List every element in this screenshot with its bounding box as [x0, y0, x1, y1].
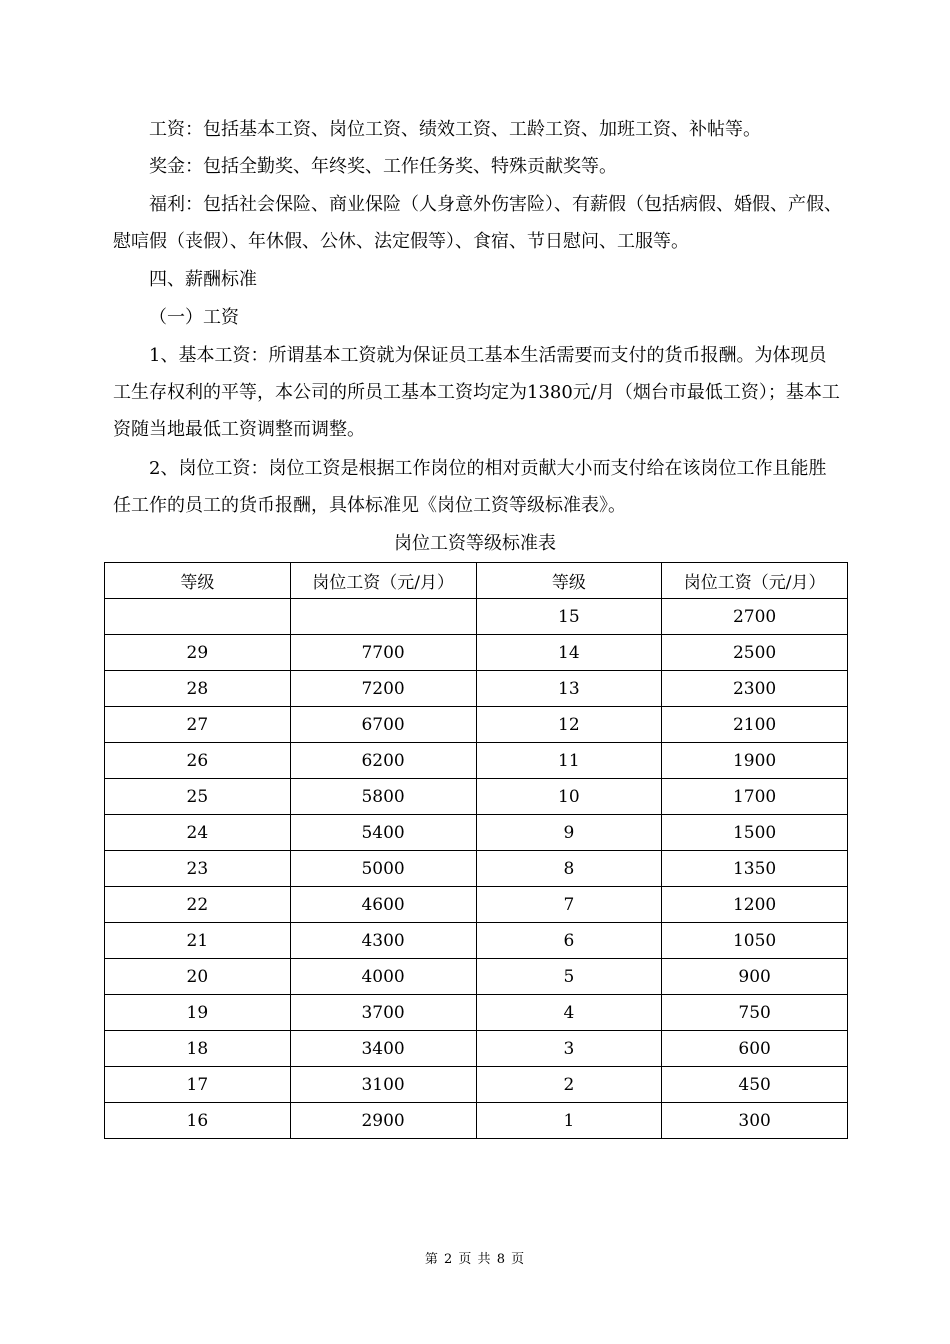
wage-cell: 6700: [290, 707, 476, 743]
table-row: [105, 1031, 848, 1067]
grade-cell: 15: [476, 599, 662, 635]
grade-cell: 8: [476, 851, 662, 887]
grade-cell: 23: [105, 851, 291, 887]
basic-wage-paragraph: 1、基本工资：所谓基本工资就为保证员工基本生活需要而支付的货币报酬。为体现员工生存权利的平等，本公司的所员工基本工资均定为1380元/月（烟台市最低工资）；基本工资随当地最低工资调整而调整。: [113, 345, 840, 440]
wage-cell: 750: [662, 995, 848, 1031]
table-caption: 岗位工资等级标准表: [394, 533, 556, 554]
table-row: [105, 959, 848, 995]
wage-cell: 2500: [662, 635, 848, 671]
wage-cell: 1900: [662, 743, 848, 779]
table-row: [105, 671, 848, 707]
wage-cell: 5400: [290, 815, 476, 851]
wage-cell: [290, 599, 476, 635]
table-header-row: [105, 563, 848, 599]
grade-cell: 11: [476, 743, 662, 779]
table-row: [105, 779, 848, 815]
wage-cell: 3700: [290, 995, 476, 1031]
table-row: [105, 815, 848, 851]
table-row: [105, 995, 848, 1031]
wage-cell: 1350: [662, 851, 848, 887]
wage-cell: 1200: [662, 887, 848, 923]
wage-cell: 3400: [290, 1031, 476, 1067]
grade-cell: 26: [105, 743, 291, 779]
grade-cell: 29: [105, 635, 291, 671]
wage-cell: 2900: [290, 1103, 476, 1139]
wage-cell: 1700: [662, 779, 848, 815]
wage-cell: 3100: [290, 1067, 476, 1103]
wage-cell: 6200: [290, 743, 476, 779]
grade-cell: 17: [105, 1067, 291, 1103]
grade-cell: 28: [105, 671, 291, 707]
grade-cell: 22: [105, 887, 291, 923]
grade-cell: 4: [476, 995, 662, 1031]
wage-cell: 4600: [290, 887, 476, 923]
wage-cell: 1050: [662, 923, 848, 959]
wages-definition: 工资：包括基本工资、岗位工资、绩效工资、工龄工资、加班工资、补帖等。: [149, 119, 761, 140]
table-row: [105, 707, 848, 743]
grade-cell: 5: [476, 959, 662, 995]
grade-cell: 24: [105, 815, 291, 851]
grade-cell: 18: [105, 1031, 291, 1067]
grade-cell: 3: [476, 1031, 662, 1067]
wage-cell: 7200: [290, 671, 476, 707]
wage-cell: 600: [662, 1031, 848, 1067]
wage-cell: 1500: [662, 815, 848, 851]
wage-cell: 5000: [290, 851, 476, 887]
grade-cell: 12: [476, 707, 662, 743]
grade-cell: [105, 599, 291, 635]
table-row: [105, 923, 848, 959]
grade-cell: 10: [476, 779, 662, 815]
grade-cell: 9: [476, 815, 662, 851]
grade-cell: 2: [476, 1067, 662, 1103]
grade-cell: 19: [105, 995, 291, 1031]
wage-cell: 2100: [662, 707, 848, 743]
table-row: [105, 743, 848, 779]
table-row: [105, 599, 848, 635]
grade-cell: 27: [105, 707, 291, 743]
header-wage: 岗位工资（元/月）: [662, 563, 848, 599]
header-wage: 岗位工资（元/月）: [290, 563, 476, 599]
wage-cell: 450: [662, 1067, 848, 1103]
table-row: [105, 851, 848, 887]
table-row: [105, 635, 848, 671]
section-heading: 四、薪酬标准: [149, 269, 257, 290]
grade-cell: 6: [476, 923, 662, 959]
table-row: [105, 887, 848, 923]
table-row: [105, 1103, 848, 1139]
grade-cell: 25: [105, 779, 291, 815]
bonus-definition: 奖金：包括全勤奖、年终奖、工作任务奖、特殊贡献奖等。: [149, 156, 617, 177]
page-footer: 第 2 页 共 8 页: [424, 1252, 526, 1267]
header-grade: 等级: [476, 563, 662, 599]
table-body: [105, 599, 848, 1139]
subsection-heading: （一）工资: [149, 307, 239, 328]
wage-cell: 4300: [290, 923, 476, 959]
position-wage-paragraph: 2、岗位工资：岗位工资是根据工作岗位的相对贡献大小而支付给在该岗位工作且能胜任工作的员工的货币报酬，具体标准见《岗位工资等级标准表》。: [113, 458, 827, 516]
wage-cell: 900: [662, 959, 848, 995]
wage-cell: 2300: [662, 671, 848, 707]
table-row: [105, 1067, 848, 1103]
grade-cell: 14: [476, 635, 662, 671]
wage-cell: 300: [662, 1103, 848, 1139]
grade-cell: 1: [476, 1103, 662, 1139]
wage-grade-table: [104, 562, 848, 1139]
header-grade: 等级: [105, 563, 291, 599]
welfare-definition: 福利：包括社会保险、商业保险（人身意外伤害险）、有薪假（包括病假、婚假、产假、慰唁假（丧假）、年休假、公休、法定假等）、食宿、节日慰问、工服等。: [113, 194, 842, 252]
grade-cell: 7: [476, 887, 662, 923]
wage-cell: 2700: [662, 599, 848, 635]
wage-cell: 5800: [290, 779, 476, 815]
grade-cell: 13: [476, 671, 662, 707]
wage-cell: 4000: [290, 959, 476, 995]
grade-cell: 20: [105, 959, 291, 995]
grade-cell: 16: [105, 1103, 291, 1139]
wage-cell: 7700: [290, 635, 476, 671]
grade-cell: 21: [105, 923, 291, 959]
